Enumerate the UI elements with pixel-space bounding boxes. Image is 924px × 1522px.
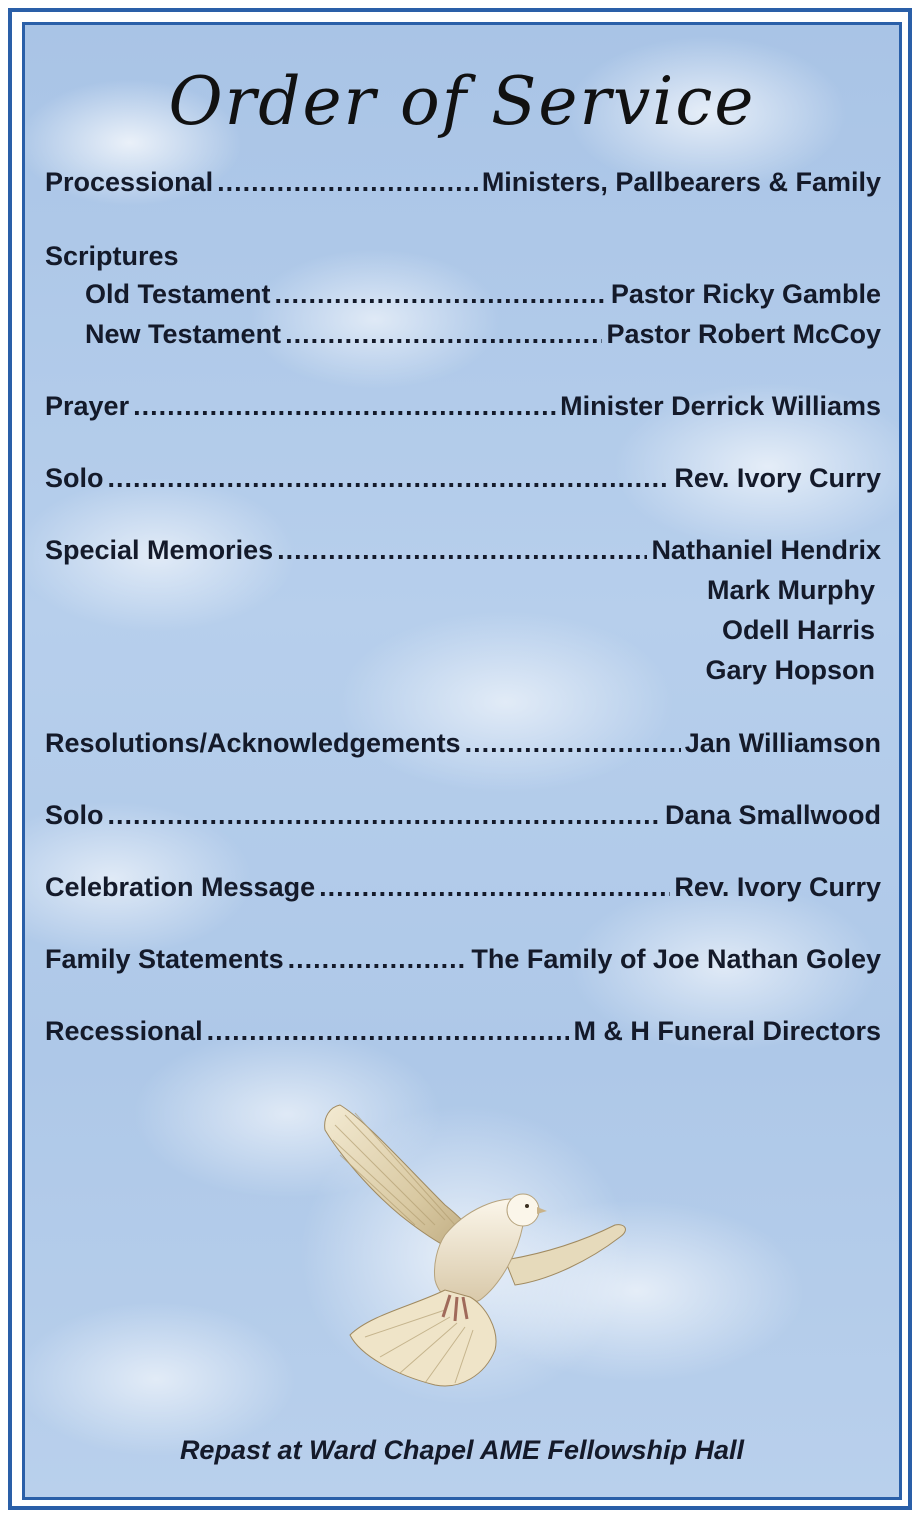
item-label: Resolutions/Acknowledgements: [45, 728, 461, 758]
item-value: Rev. Ivory Curry: [674, 872, 881, 902]
leader-dots: [465, 728, 681, 759]
service-item-resolutions: [45, 728, 881, 759]
service-item-special-memories: [45, 535, 881, 566]
leader-dots: [275, 279, 607, 310]
item-value: Dana Smallwood: [664, 800, 881, 830]
page-title: Order of Service: [168, 63, 756, 140]
service-item-prayer: [45, 391, 881, 422]
item-label: New Testament: [85, 319, 282, 349]
item-value: Jan Williamson: [684, 728, 881, 758]
leader-dots: [288, 944, 468, 975]
section-heading-scriptures: Scriptures: [45, 241, 179, 271]
item-label: Old Testament: [85, 279, 271, 309]
service-item-solo: [45, 463, 881, 494]
speaker-name: Mark Murphy: [706, 575, 875, 605]
speaker-name: Gary Hopson: [705, 655, 875, 685]
leader-dots: [108, 800, 661, 831]
item-value: Ministers, Pallbearers & Family: [481, 167, 881, 197]
item-value: Pastor Robert McCoy: [606, 319, 881, 349]
item-label: Family Statements: [45, 944, 284, 974]
leader-dots: [277, 535, 647, 566]
speaker-name: Odell Harris: [721, 615, 875, 645]
item-label: Prayer: [45, 391, 130, 421]
item-value: The Family of Joe Nathan Goley: [471, 944, 881, 974]
item-label: Solo: [45, 463, 104, 493]
item-value: Nathaniel Hendrix: [651, 535, 881, 565]
item-value: M & H Funeral Directors: [573, 1016, 881, 1046]
leader-dots: [133, 391, 556, 422]
program-panel: [22, 22, 902, 1500]
item-value: Pastor Ricky Gamble: [610, 279, 881, 309]
service-item-new-testament: [85, 319, 881, 350]
leader-dots: [319, 872, 670, 903]
leader-dots: [207, 1016, 570, 1047]
item-value: Rev. Ivory Curry: [674, 463, 881, 493]
leader-dots: [217, 167, 478, 198]
item-label: Special Memories: [45, 535, 274, 565]
leader-dots: [108, 463, 671, 494]
item-value: Minister Derrick Williams: [560, 391, 881, 421]
service-item-celebration-message: [45, 872, 881, 903]
item-label: Processional: [45, 167, 214, 197]
service-item-old-testament: [85, 279, 881, 310]
dove-image: [295, 1085, 635, 1405]
repast-note: Repast at Ward Chapel AME Fellowship Hall: [179, 1435, 745, 1465]
service-item-processional: [45, 167, 881, 198]
service-item-solo-2: [45, 800, 881, 831]
service-item-recessional: [45, 1016, 881, 1047]
service-item-family-statements: [45, 944, 881, 975]
leader-dots: [285, 319, 602, 350]
item-label: Celebration Message: [45, 872, 316, 902]
item-label: Solo: [45, 800, 104, 830]
item-label: Recessional: [45, 1016, 203, 1046]
